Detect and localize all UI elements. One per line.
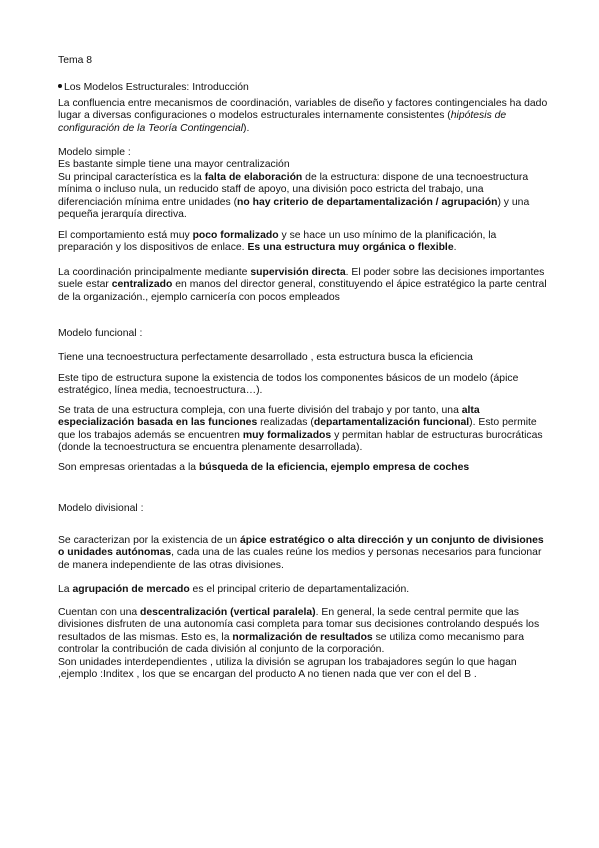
bullet-icon: [58, 84, 62, 88]
divisional-model-paragraph-3: Cuentan con una descentralización (vertical paralela). En general, la sede central permite que las divisiones disfruten de una autonomía casi completa para tomar sus decisiones controlando después los resultados de las mismas. Esto es, la normalización de resultados se utiliza como mecanismo para controlar la contribución de cada división al conjunto de la corporación. Son unidades interdependientes , utiliza la división se agrupan los trabajadores según lo que hagan ,ejemplo :Inditex , los que se encargan del producto A no tienen nada que ver con el del B .: [58, 607, 548, 681]
functional-model-paragraph-4: Son empresas orientadas a la búsqueda de la eficiencia, ejemplo empresa de coches: [58, 462, 470, 473]
functional-model-heading: Modelo funcional :: [58, 328, 143, 339]
functional-model-paragraph-2: Este tipo de estructura supone la existencia de todos los componentes básicos de un modelo (ápice estratégico, línea media, tecnoestructura…).: [58, 373, 519, 397]
topic-label: Tema 8: [58, 55, 93, 66]
simple-model-paragraph-3: La coordinación principalmente mediante supervisión directa. El poder sobre las decisiones importantes suele estar centralizado en manos del director general, constituyendo el ápice estratégico la parte central de la organización., ejemplo carnicería con pocos empleados: [58, 267, 547, 303]
simple-model-paragraph-1: Su principal característica es la falta de elaboración de la estructura: dispone de una tecnoestructura mínima o incluso nula, un reducido staff de apoyo, una división poco estricta del trabajo, una diferenciación mínima entre unidades (no hay criterio de departamentalización / agrupación) y una pequeña jerarquía directiva.: [58, 171, 530, 221]
divisional-model-paragraph-2: La agrupación de mercado es el principal criterio de departamentalización.: [58, 584, 410, 595]
simple-model-section: [58, 147, 548, 221]
simple-model-paragraph-2: El comportamiento está muy poco formalizado y se hace un uso mínimo de la planificación, la preparación y los dispositivos de enlace. Es una estructura muy orgánica o flexible.: [58, 230, 497, 254]
functional-model-paragraph-1: Tiene una tecnoestructura perfectamente desarrollado , esta estructura busca la eficiencia: [58, 352, 473, 363]
divisional-model-paragraph-4: Son unidades interdependientes , utiliza la división se agrupan los trabajadores según lo que hagan ,ejemplo :Inditex , los que se encargan del producto A no tienen nada que ver con el del B .: [58, 656, 517, 681]
topic-number: [58, 55, 548, 67]
simple-model-summary: Es bastante simple tiene una mayor centralización: [58, 159, 290, 171]
intro-paragraph: [58, 98, 548, 135]
section-title-text: Los Modelos Estructurales: Introducción: [64, 82, 249, 93]
functional-model-paragraph-3: Se trata de una estructura compleja, con una fuerte división del trabajo y por tanto, una alta especialización basada en las funciones realizadas (departamentalización funcional). Esto permite que los trabajos además se encuentren muy formalizados y permitan hablar de estructuras burocráticas (donde la tecnoestructura se encuentra plenamente desarrollada).: [58, 405, 543, 454]
simple-model-heading: Modelo simple :: [58, 147, 131, 158]
divisional-model-heading: Modelo divisional :: [58, 503, 144, 514]
section-title: [58, 82, 548, 94]
divisional-model-paragraph-1: Se caracterizan por la existencia de un ápice estratégico o alta dirección y un conjunto de divisiones o unidades autónomas, cada una de las cuales reúne los medios y personas necesarios para funcionar de manera independiente de las otras divisiones.: [58, 535, 544, 571]
intro-text-end: ).: [243, 122, 250, 134]
intro-text: La confluencia entre mecanismos de coordinación, variables de diseño y factores contingenciales ha dado lugar a diversas configuraciones o modelos estructurales internamente consistentes (: [58, 98, 548, 122]
intro-italic-text: hipótesis de configuración de la Teoría Contingencial: [58, 110, 507, 134]
